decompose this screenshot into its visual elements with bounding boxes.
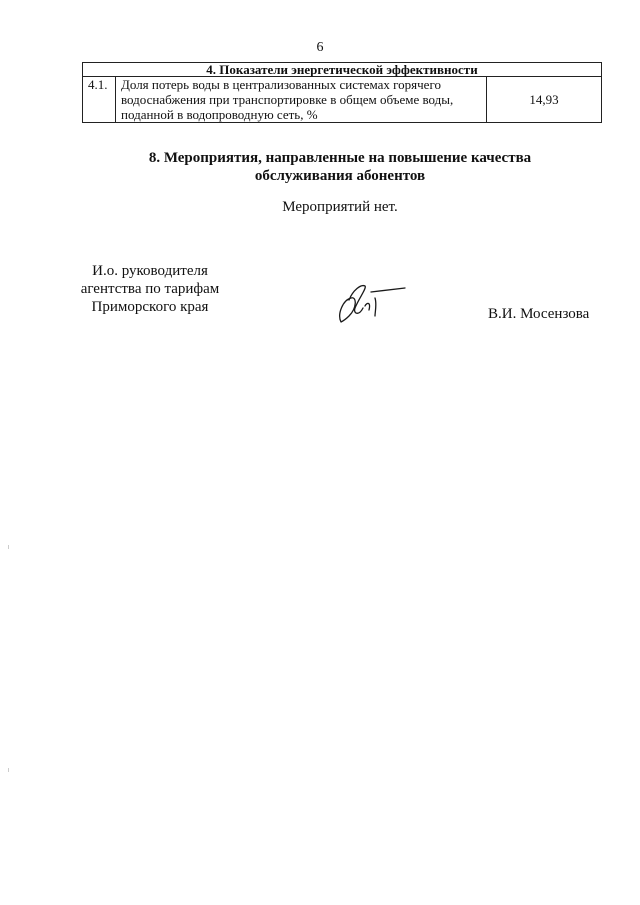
indicators-table bbox=[82, 62, 602, 123]
signatory-name: В.И. Мосензова bbox=[488, 306, 590, 322]
table-row bbox=[83, 77, 602, 123]
scan-speck bbox=[8, 768, 9, 772]
signatory-role bbox=[70, 262, 230, 316]
row-number: 4.1. bbox=[83, 77, 116, 123]
section-8-title-line: 8. Мероприятия, направленные на повышение качества bbox=[148, 150, 532, 166]
table-section-header: 4. Показатели энергетической эффективности bbox=[83, 63, 602, 77]
section-8-title-line: обслуживания абонентов bbox=[254, 168, 426, 184]
row-description-line: Доля потерь воды в централизованных системах горячего bbox=[121, 77, 441, 92]
table-section-header-row bbox=[83, 63, 602, 77]
section-8-title bbox=[0, 149, 640, 185]
row-description-line: водоснабжения при транспортировке в общем объеме воды, bbox=[121, 92, 454, 107]
signatory-role-line: Приморского края bbox=[91, 299, 209, 315]
scan-speck bbox=[8, 545, 9, 549]
row-description bbox=[116, 77, 487, 123]
signatory-role-line: И.о. руководителя bbox=[92, 263, 208, 279]
handwritten-signature bbox=[335, 278, 415, 328]
section-8-body: Мероприятий нет. bbox=[282, 199, 398, 215]
page-number: 6 bbox=[316, 40, 324, 55]
row-description-line: поданной в водопроводную сеть, % bbox=[121, 107, 318, 122]
row-value: 14,93 bbox=[487, 77, 602, 123]
signatory-role-line: агентства по тарифам bbox=[80, 281, 220, 297]
